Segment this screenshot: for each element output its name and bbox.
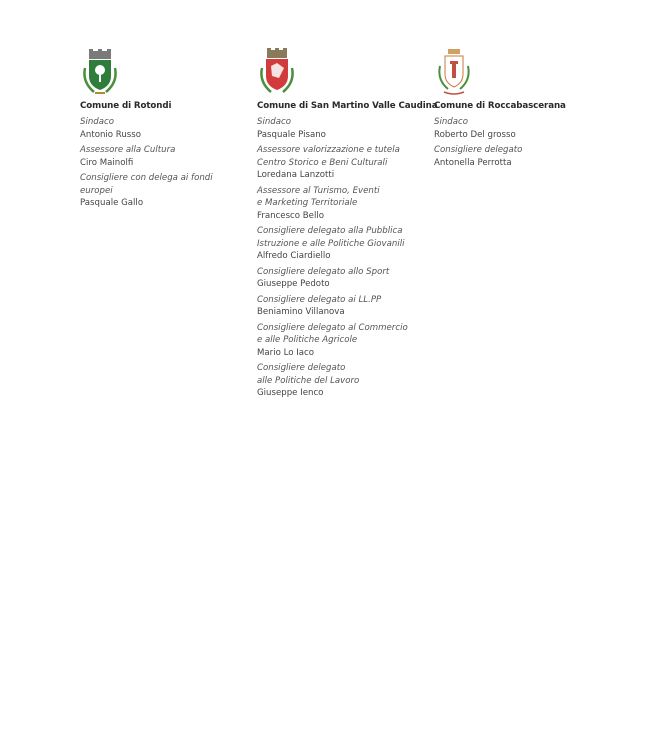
list-item (257, 116, 427, 141)
list-item (257, 144, 427, 182)
role-label: Sindaco (434, 117, 468, 127)
role-label: Consigliere delegato allo Sport (257, 266, 390, 277)
person-name: Pasquale Gallo (80, 198, 144, 208)
list-item (257, 185, 427, 223)
list-item (80, 116, 245, 141)
list-item (257, 294, 427, 319)
san-martino-coat-of-arms-icon (257, 48, 297, 98)
roccabascerana-coat-of-arms-icon (434, 48, 474, 98)
person-name: Francesco Bello (257, 210, 324, 221)
column-roccabascerana (434, 48, 599, 172)
role-label: Sindaco (257, 117, 291, 127)
column-rotondi (80, 48, 245, 213)
list-item (80, 144, 245, 169)
person-name: Antonio Russo (80, 129, 142, 140)
role-label: Consigliere con delega ai fondi europei (80, 173, 213, 196)
list-item (434, 144, 599, 169)
person-name: Loredana Lanzotti (257, 170, 335, 180)
comune-title: Comune di Roccabascerana (434, 101, 566, 111)
role-label: Consigliere delegato (434, 145, 523, 155)
role-label: Consigliere delegato alle Politiche del Lavoro (257, 363, 360, 386)
list-item (257, 362, 427, 400)
role-label: Sindaco (80, 117, 114, 127)
person-name: Mario Lo Iaco (257, 347, 315, 358)
list-item (80, 172, 245, 210)
role-label: Assessore valorizzazione e tutela Centro Storico e Beni Culturali (257, 145, 400, 168)
role-label: Consigliere delegato alla Pubblica Istruzione e alle Politiche Giovanili (257, 226, 405, 249)
person-name: Antonella Perrotta (434, 157, 512, 168)
role-label: Consigliere delegato al Commercio e alle Politiche Agricole (257, 322, 408, 345)
list-item (257, 322, 427, 360)
comune-title: Comune di San Martino Valle Caudina (257, 101, 438, 111)
person-name: Giuseppe Pedoto (257, 279, 330, 289)
person-name: Alfredo Ciardiello (257, 251, 331, 261)
list-item (257, 266, 427, 291)
rotondi-coat-of-arms-icon (80, 48, 120, 98)
column-san-martino (257, 48, 438, 403)
role-label: Consigliere delegato ai LL.PP (257, 294, 382, 305)
list-item (434, 116, 599, 141)
person-name: Roberto Del grosso (434, 129, 516, 140)
person-name: Pasquale Pisano (257, 129, 326, 140)
list-item (257, 225, 427, 263)
person-name: Beniamino Villanova (257, 307, 345, 317)
role-label: Assessore alla Cultura (80, 145, 176, 155)
comune-title: Comune di Rotondi (80, 101, 172, 111)
person-name: Giuseppe Ienco (257, 388, 324, 398)
role-label: Assessore al Turismo, Eventi e Marketing Territoriale (257, 185, 380, 208)
person-name: Ciro Mainolfi (80, 157, 134, 168)
